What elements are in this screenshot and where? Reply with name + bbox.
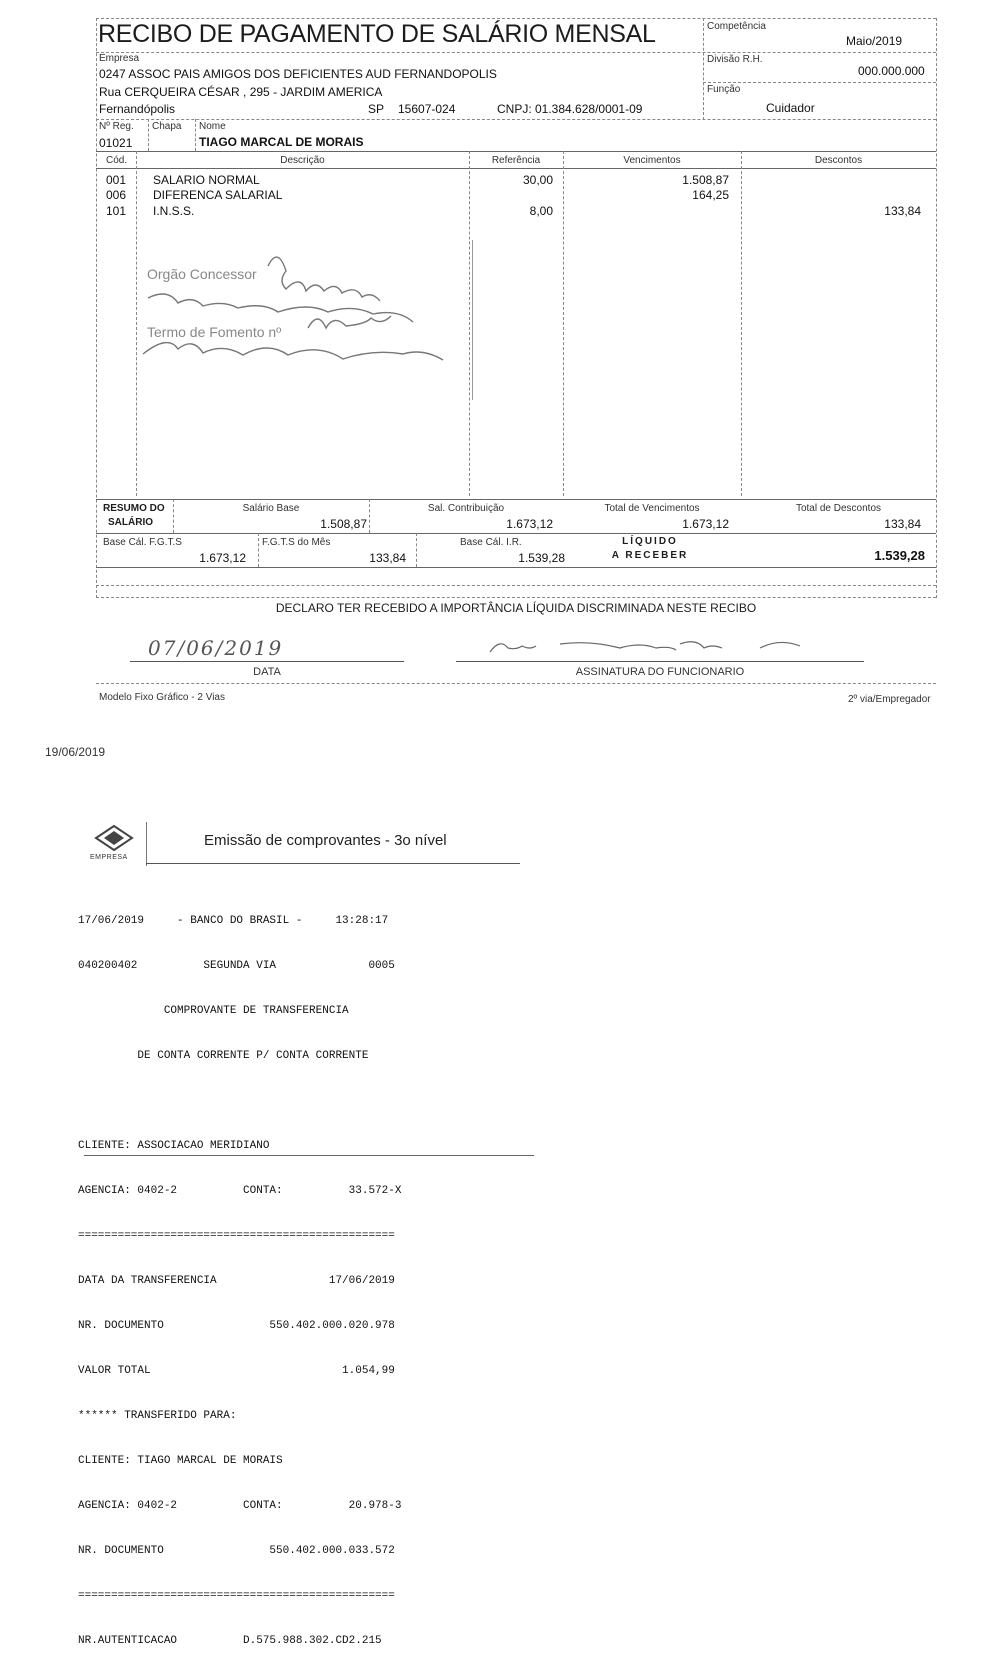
receipt-line: NR. DOCUMENTO 550.402.000.020.978 [78, 1320, 395, 1332]
salario-base-label: Salário Base [242, 503, 300, 514]
data-label: DATA [253, 666, 281, 678]
divisao-value: 000.000.000 [858, 64, 925, 78]
receipt-line: 040200402 SEGUNDA VIA 0005 [78, 960, 395, 972]
base-ir-value: 1.539,28 [518, 551, 565, 565]
declaracao-text: DECLARO TER RECEBIDO A IMPORTÂNCIA LÍQUIDA DISCRIMINADA NESTE RECIBO [275, 601, 757, 615]
modelo-label: Modelo Fixo Gráfico - 2 Vias [99, 692, 225, 703]
right-border [936, 18, 937, 598]
liquido-value: 1.539,28 [874, 548, 925, 563]
col-descontos: Descontos [814, 155, 863, 166]
fgts-mes-label: F.G.T.S do Mês [262, 537, 331, 548]
signature [480, 634, 820, 660]
item-desc: I.N.S.S. [153, 204, 195, 218]
left-border [96, 18, 97, 598]
col-vencimentos: Vencimentos [623, 155, 681, 166]
receipt-line: VALOR TOTAL 1.054,99 [78, 1365, 395, 1377]
bank-logo [84, 824, 146, 866]
bank-logo-label: EMPRESA [90, 854, 128, 861]
total-desc-value: 133,84 [884, 517, 921, 531]
receipt-line: CLIENTE: TIAGO MARCAL DE MORAIS [78, 1455, 283, 1467]
receipt-line: ================================================ [78, 1230, 395, 1242]
bank-receipt-body [78, 884, 401, 1679]
funcao-label: Função [707, 84, 741, 95]
item-cod: 101 [106, 204, 127, 218]
item-desc: DIFERENCA SALARIAL [153, 188, 283, 202]
salario-base-value: 1.508,87 [320, 517, 367, 531]
sal-contrib-value: 1.673,12 [506, 517, 553, 531]
base-fgts-value: 1.673,12 [199, 551, 246, 565]
receipt-line: NR.AUTENTICACAO D.575.988.302.CD2.215 [78, 1635, 382, 1647]
total-venc-value: 1.673,12 [682, 517, 729, 531]
fgts-mes-value: 133,84 [369, 551, 406, 565]
data-manuscrita: 07/06/2019 [148, 636, 284, 660]
nome-value: TIAGO MARCAL DE MORAIS [199, 135, 364, 149]
receipt-line [78, 1094, 401, 1109]
funcao-value: Cuidador [766, 101, 815, 115]
cep-value: 15607-024 [398, 102, 456, 116]
stamp-termo-label: Termo de Fomento nº [147, 324, 282, 340]
receipt-line: AGENCIA: 0402-2 CONTA: 20.978-3 [78, 1500, 402, 1512]
liquido-label: LÍQUIDO [622, 536, 678, 547]
item-ref: 30,00 [522, 173, 553, 187]
competencia-value: Maio/2019 [846, 34, 903, 48]
liquido-label-2: A RECEBER [611, 550, 689, 561]
nreg-value: 01021 [99, 136, 133, 150]
receipt-line: DATA DA TRANSFERENCIA 17/06/2019 [78, 1275, 395, 1287]
receipt-line: DE CONTA CORRENTE P/ CONTA CORRENTE [78, 1050, 369, 1062]
item-venc: 164,25 [692, 188, 729, 202]
receipt-line: AGENCIA: 0402-2 CONTA: 33.572-X [78, 1185, 402, 1197]
base-ir-label: Base Cál. I.R. [460, 537, 522, 548]
bank-header-title: Emissão de comprovantes - 3o nível [204, 832, 447, 849]
nreg-label: Nº Reg. [99, 121, 134, 132]
receipt-line: ================================================ [78, 1590, 395, 1602]
empresa-label: Empresa [99, 53, 140, 64]
col-descricao: Descrição [280, 155, 325, 166]
chapa-label: Chapa [152, 121, 182, 132]
cidade-value: Fernandópolis [99, 102, 176, 116]
base-fgts-label: Base Cál. F.G.T.S [103, 537, 182, 548]
item-descont: 133,84 [884, 204, 921, 218]
divisao-label: Divisão R.H. [707, 54, 763, 65]
uf-value: SP [368, 102, 385, 116]
receipt-line: NR. DOCUMENTO 550.402.000.033.572 [78, 1545, 395, 1557]
top-border [96, 18, 936, 19]
item-desc: SALARIO NORMAL [153, 173, 260, 187]
bank-logo-icon [94, 824, 134, 852]
stamp-orgao-label: Orgão Concessor [147, 266, 257, 282]
receipt-title: RECIBO DE PAGAMENTO DE SALÁRIO MENSAL [98, 20, 656, 48]
via-label: 2º via/Empregador [848, 694, 931, 705]
col-cod: Cód. [106, 155, 128, 166]
receipt-line: COMPROVANTE DE TRANSFERENCIA [78, 1005, 349, 1017]
item-cod: 001 [106, 173, 127, 187]
print-date: 19/06/2019 [45, 745, 106, 759]
competencia-label: Competência [707, 21, 766, 32]
resumo-label: RESUMO DO [103, 503, 165, 514]
total-venc-label: Total de Vencimentos [604, 503, 700, 514]
cnpj-value: CNPJ: 01.384.628/0001-09 [497, 102, 643, 116]
item-ref: 8,00 [529, 204, 553, 218]
receipt-line: ****** TRANSFERIDO PARA: [78, 1410, 237, 1422]
receipt-line: 17/06/2019 - BANCO DO BRASIL - 13:28:17 [78, 915, 389, 927]
header-divider [703, 18, 704, 120]
item-venc: 1.508,87 [682, 173, 729, 187]
col-referencia: Referência [491, 155, 541, 166]
resumo-label-2: SALÁRIO [108, 517, 153, 528]
assinatura-label: ASSINATURA DO FUNCIONARIO [575, 666, 745, 678]
sal-contrib-label: Sal. Contribuição [427, 503, 505, 514]
nome-label: Nome [199, 121, 226, 132]
endereco-value: Rua CERQUEIRA CÉSAR , 295 - JARDIM AMERICA [99, 85, 383, 99]
handwriting-scribble [138, 236, 468, 396]
item-cod: 006 [106, 188, 127, 202]
receipt-line: CLIENTE: ASSOCIACAO MERIDIANO [78, 1140, 270, 1152]
total-desc-label: Total de Descontos [795, 503, 882, 514]
empresa-value: 0247 ASSOC PAIS AMIGOS DOS DEFICIENTES AUD FERNANDOPOLIS [99, 67, 497, 81]
